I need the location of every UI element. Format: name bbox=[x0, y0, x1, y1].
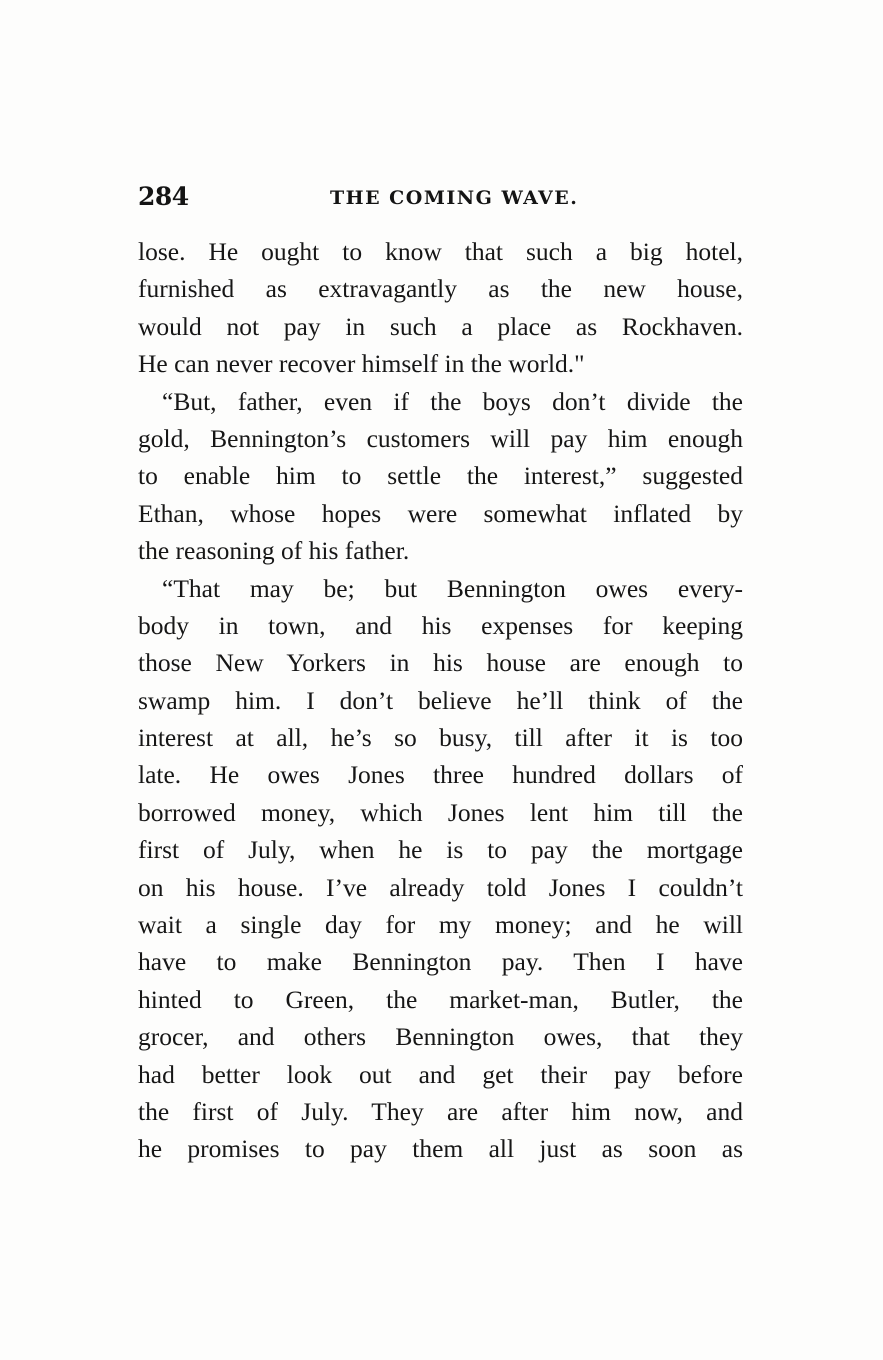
text-line: furnished as extravagantly as the new house, bbox=[138, 274, 743, 304]
text-line: grocer, and others Bennington owes, that they bbox=[138, 1022, 743, 1052]
text-line: the first of July. They are after him now, and bbox=[138, 1096, 743, 1126]
text-line: lose. He ought to know that such a big hotel, bbox=[138, 237, 743, 266]
text-line: wait a single day for my money; and he will bbox=[138, 910, 743, 940]
text-line: “But, father, even if the boys don’t divide the bbox=[162, 386, 743, 416]
page-number: 284 bbox=[138, 182, 189, 211]
text-line: interest at all, he’s so busy, till after it is too bbox=[138, 723, 743, 753]
text-line: body in town, and his expenses for keeping bbox=[138, 610, 743, 640]
text-line: those New Yorkers in his house are enough to bbox=[138, 648, 743, 678]
text-line: “That may be; but Bennington owes every- bbox=[162, 573, 743, 603]
text-line: hinted to Green, the market-man, Butler, the bbox=[138, 984, 743, 1014]
text-line: have to make Bennington pay. Then I have bbox=[138, 947, 743, 977]
text-line: first of July, when he is to pay the mortgage bbox=[138, 835, 743, 865]
text-line: He can never recover himself in the world." bbox=[138, 349, 585, 379]
text-line: on his house. I’ve already told Jones I couldn’t bbox=[138, 872, 743, 902]
text-line: swamp him. I don’t believe he’ll think of the bbox=[138, 685, 743, 715]
text-line: to enable him to settle the interest,” suggested bbox=[138, 461, 743, 491]
text-line: Ethan, whose hopes were somewhat inflated by bbox=[138, 498, 743, 528]
text-line: borrowed money, which Jones lent him till the bbox=[138, 797, 743, 827]
text-line: late. He owes Jones three hundred dollars of bbox=[138, 760, 743, 790]
running-head: THE COMING WAVE. bbox=[330, 187, 579, 209]
text-line: had better look out and get their pay before bbox=[138, 1059, 743, 1089]
text-line: would not pay in such a place as Rockhaven. bbox=[138, 311, 743, 341]
body-text bbox=[138, 233, 743, 1168]
page-header bbox=[138, 180, 743, 220]
text-line: gold, Bennington’s customers will pay him enough bbox=[138, 423, 743, 453]
text-line: the reasoning of his father. bbox=[138, 536, 410, 566]
text-line: he promises to pay them all just as soon as bbox=[138, 1134, 743, 1164]
